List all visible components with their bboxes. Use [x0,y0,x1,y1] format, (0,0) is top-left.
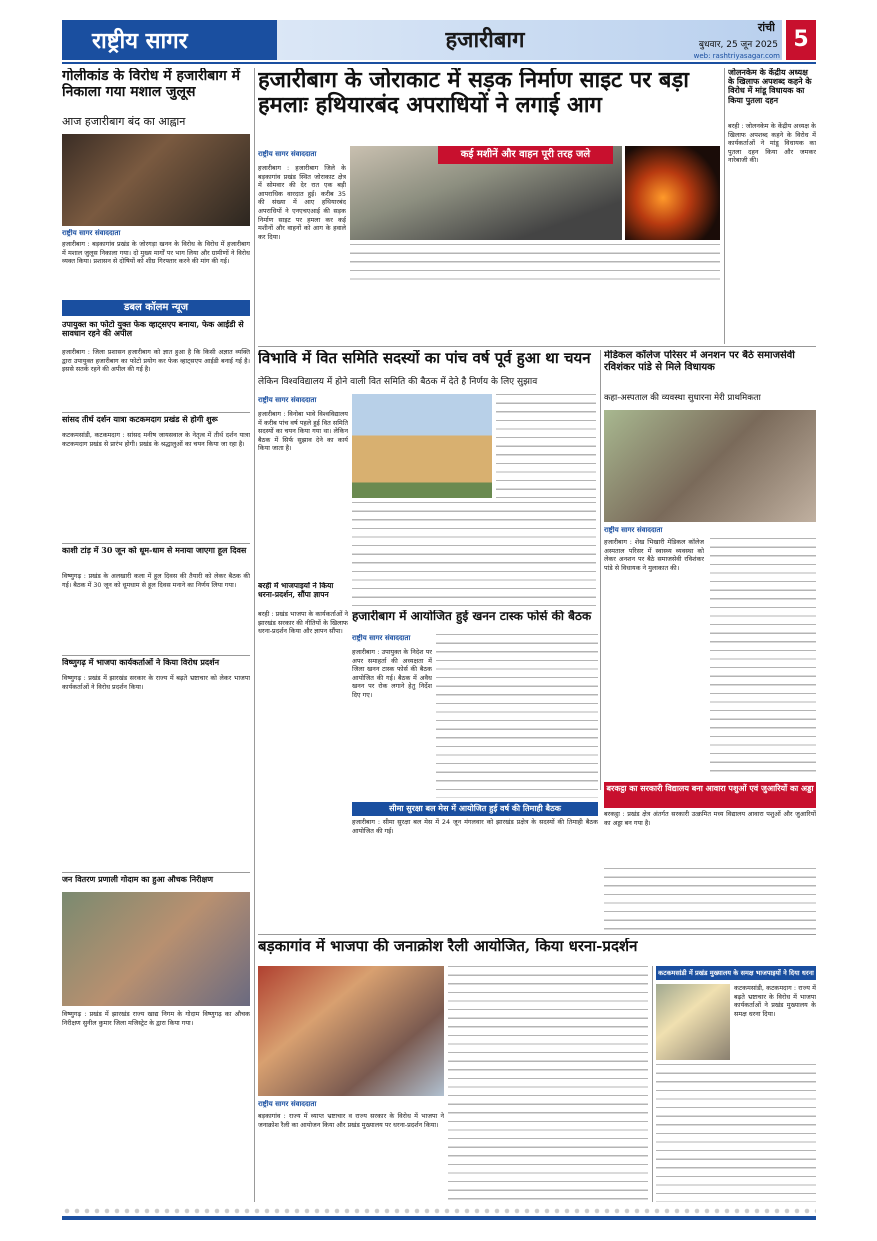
column-rule [724,68,725,344]
section-title: हजारीबाग [445,27,525,53]
brief-5-photo [62,892,250,1006]
lead-byline: राष्ट्रीय सागर संवाददाता [258,150,317,158]
school-body-continued [604,868,816,930]
footer-rule [62,1216,816,1220]
khanan-headline: हजारीबाग में आयोजित हुई खनन टास्क फोर्स की बैठक [352,610,592,623]
divider [62,655,250,656]
divider [258,346,816,347]
katkam-photo [656,984,730,1060]
brief-2-body: कटकमसांडी, कटकमदाग : सांसद मनीष जायसवाल के नेतृत्व में तीर्थ दर्शन यात्रा कटकमदाग प्रखंड से प्रारंभ होगी। प्रखंड के श्रद्धालुओं का चयन किया जा रहा है। [62,431,250,448]
lead-photo-caption: कई मशीनें और वाहन पूरी तरह जले [438,146,613,164]
khanan-body: हजारीबाग : उपायुक्त के निदेश पर अपर समाहर्ता की अध्यक्षता में जिला खनन टास्क फोर्स की बैठक आयोजित की गई। बैठक में अवैध खनन पर रोक लगाने हेतु निर्देश दिए गए। [352,648,432,699]
rally-body-continued [448,966,648,1202]
paper-name: राष्ट्रीय सागर [62,20,277,60]
school-body: बरकट्ठा : प्रखंड क्षेत्र अंतर्गत सरकारी उत्क्रमित मध्य विद्यालय आवारा पशुओं और जुआरियों का अड्डा बन गया है। [604,810,816,827]
footer-ornament [62,1206,816,1216]
golikand-body: हजारीबाग : बड़कागांव प्रखंड के जोरगड़ा खनन के विरोध के विरोध में हजारीबाग में मशाल जुलूस निकाला गया। दो मुख्य मार्गों पर भाग लिया और ग्रामीणों ने विरोध व्यक्त किया। प्रशासन से दोषियों को शीघ्र गिरफ्तार करने की मांग की गई। [62,240,250,266]
brief-1-body: हजारीबाग : जिला प्रशासन हजारीबाग को ज्ञात हुआ है कि किसी अज्ञात व्यक्ति द्वारा उपायुक्त हजारीबाग का फोटो प्रयोग कर फेक व्हाट्सएप आईडी बनाई गई है। इससे सतर्क रहने की अपील की गई है। [62,348,250,374]
column-rule [600,350,601,790]
medical-photo [604,410,816,522]
medical-subhead: कहा-अस्पताल की व्यवस्था सुधारना मेरी प्राथमिकता [604,393,761,403]
column-rule [254,68,255,1202]
golikand-photo [62,134,250,226]
seema-body: हजारीबाग : सीमा सुरक्षा बल मेस में 24 जून मंगलवार को झारखंड प्रक्षेत्र के सदस्यों की तिमाही बैठक आयोजित की गई। [352,818,598,835]
vibhavi-body-continued [352,502,596,606]
column-story-body: बरही : प्रखंड भाजपा के कार्यकर्ताओं ने झारखंड सरकार की नीतियों के खिलाफ धरना-प्रदर्शन किया और ज्ञापन सौंपा। [258,610,348,636]
brief-5-body: विष्णुगढ़ : प्रखंड में झारखंड राज्य खाद्य निगम के गोदाम विष्णुगढ़ का औचक निरीक्षण सुनील कुमार जिला मजिस्ट्रेट के द्वारा किया गया। [62,1010,250,1027]
medical-byline: राष्ट्रीय सागर संवाददाता [604,526,663,534]
website[interactable]: web: rashtriyasagar.com [693,52,780,60]
rally-photo [258,966,444,1096]
khanan-byline: राष्ट्रीय सागर संवाददाता [352,634,411,642]
double-column-label: डबल कॉलम न्यूज [62,300,250,316]
khanan-body-continued [436,634,598,798]
brief-3-headline: काशी टांड़ में 30 जून को धूम-धाम से मनाया जाएगा हूल दिवस [62,546,247,555]
medical-body-continued [710,538,816,778]
lead-headline: हजारीबाग के जोराकाट में सड़क निर्माण साइट पर बड़ा हमलाः हथियारबंद अपराधियों ने लगाई आग [258,68,689,119]
masthead-rule [62,62,816,64]
golikand-subhead: आज हजारीबाग बंद का आह्वान [62,115,186,128]
rally-byline: राष्ट्रीय सागर संवाददाता [258,1100,317,1108]
divider [62,872,250,873]
vibhavi-byline: राष्ट्रीय सागर संवाददाता [258,396,317,404]
katkam-body-continued [656,1064,816,1202]
medical-body: हजारीबाग : शेख भिखारी मेडिकल कॉलेज अस्पताल परिसर में स्वास्थ्य व्यवस्था को लेकर अनशन पर बैठे समाजसेवी रविशंकर पांडे से विधायक ने मुलाकात की। [604,538,704,572]
divider [258,934,816,935]
brief-4-headline: विष्णुगढ़ में भाजपा कार्यकर्ताओं ने किया विरोध प्रदर्शन [62,658,220,667]
city: रांची [757,21,775,34]
brief-3-body: विष्णुगढ़ : प्रखंड के अलखारी कला में हूल दिवस की तैयारी को लेकर बैठक की गई। बैठक में 30 जून को धूमधाम से हूल दिवस मनाने का निर्णय लिया गया। [62,572,250,589]
katkam-body: कटकमसांडी, कटकमदाग : राज्य में बढ़ते भ्रष्टाचार के विरोध में भाजपा कार्यकर्ताओं ने प्रखंड मुख्यालय के समक्ष धरना दिया। [734,984,816,1018]
brief-5-headline: जन वितरण प्रणाली गोदाम का हुआ औचक निरीक्षण [62,875,214,884]
lead-body: हजारीबाग : हजारीबाग जिले के बड़कागांव प्रखंड स्थित जोराकाट क्षेत्र में सोमवार की देर रात एक बड़ी आपराधिक वारदात हुई। करीब 35 की संख्या में आए हथियारबंद अपराधियों ने एनएचएआई की सड़क निर्माण साइट पर हमला कर कई मशीनों और वाहनों को आग के हवाले कर दिया। [258,164,346,241]
lead-photo-2 [625,146,720,240]
vibhavi-body-continued [496,394,596,498]
school-headline: बरकट्ठा का सरकारी विद्यालय बना आवारा पशुओं एवं जुआरियों का अड्डा [604,782,816,808]
date: बुधवार, 25 जून 2025 [698,40,778,50]
divider [62,543,250,544]
vibhavi-body: हजारीबाग : विनोबा भावे विश्वविद्यालय में करीब पांच वर्ष पहले हुई वित समिति सदस्यों का चयन किया गया था। लेकिन बैठक में सिर्फ सुझाव देने का कार्य किया जाता है। [258,410,348,453]
medical-headline: मेडिकल कॉलेज परिसर में अनशन पर बैठे समाजसेवी रविशंकर पांडे से मिले विधायक [604,350,795,373]
seema-headline: सीमा सुरक्षा बल मेस में आयोजित हुई वर्ष की तिमाही बैठक [352,802,598,816]
page-number: 5 [786,20,816,60]
side-body: बरही : जोलनकेम के केंद्रीय अध्यक्ष के खिलाफ अपशब्द कहने के विरोध में कार्यकर्ताओं ने मांडू विधायक का पुतला दहन किया और जमकर नारेबाजी की। [728,122,816,165]
rally-headline: बड़कागांव में भाजपा की जनाक्रोश रैली आयोजित, किया धरना-प्रदर्शन [258,938,638,955]
katkam-headline: कटकमसांडी में प्रखंड मुख्यालय के समक्ष भाजपाइयों ने दिया धरना [656,966,816,980]
golikand-headline: गोलीकांड के विरोध में हजारीबाग में निकाला गया मशाल जुलूस [62,68,241,101]
vibhavi-photo [352,394,492,498]
brief-2-headline: सांसद तीर्थ दर्शन यात्रा कटकमदाग प्रखंड से होगी शुरू [62,415,218,424]
side-headline: जोलनकेम के केंद्रीय अध्यक्ष के खिलाफ अपशब्द कहने के विरोध में मांडू विधायक का किया पुतला दहन [728,68,812,105]
column-rule [652,966,653,1202]
column-story-headline: बरही में भाजपाइयों ने किया धरना-प्रदर्शन, सौंपा ज्ञापन [258,582,334,599]
rally-body: बड़कागांव : राज्य में व्याप्त भ्रष्टाचार व राज्य सरकार के विरोध में भाजपा ने जनाक्रोश रैली का आयोजन किया और प्रखंड मुख्यालय पर धरना-प्रदर्शन किया। [258,1112,444,1129]
vibhavi-headline: विभावि में वित समिति सदस्यों का पांच वर्ष पूर्व हुआ था चयन [258,350,591,367]
brief-4-body: विष्णुगढ़ : प्रखंड में झारखंड सरकार के राज्य में बढ़ते भ्रष्टाचार को लेकर भाजपा कार्यकर्ताओं ने विरोध प्रदर्शन किया। [62,674,250,691]
divider [62,412,250,413]
brief-1-headline: उपायुक्त का फोटो युक्त फेक व्हाट्सएप बनाया, फेक आईडी से सावधान रहने की अपील [62,320,244,339]
golikand-byline: राष्ट्रीय सागर संवाददाता [62,229,121,237]
lead-body-continued [350,244,720,280]
vibhavi-subhead: लेकिन विश्वविद्यालय में होने वाली वित समिति की बैठक में देते है निर्णय के लिए सुझाव [258,377,538,387]
